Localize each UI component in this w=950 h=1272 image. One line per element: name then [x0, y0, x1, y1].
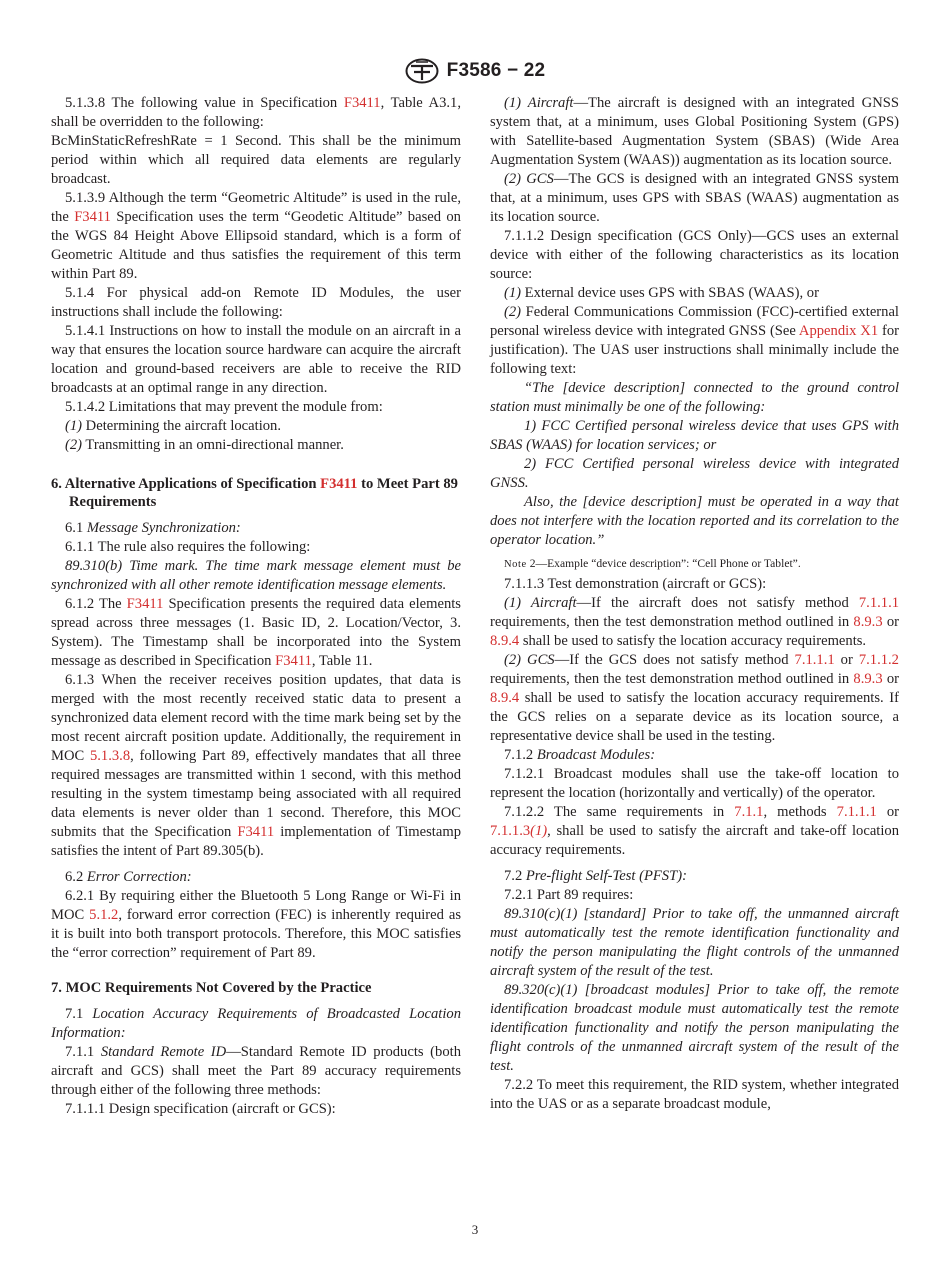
para-7-2-2: 7.2.2 To meet this requirement, the RID system, whether integrated into the UAS or as a separate broadcast module,: [490, 1077, 899, 1112]
list-item: (2) GCS—If the GCS does not satisfy method 7.1.1.1 or 7.1.1.2 requirements, then the test demonstration method outlined in 8.9.3 or 8.9.4 shall be used to satisfy the location accuracy requirements. If the GCS relies on a separate device as its location source, a representative device shall be used in the testing.: [490, 652, 900, 744]
ref-link[interactable]: 7.1.1: [734, 804, 764, 820]
quote-text: “The [device description] connected to the ground control station must minimally be one of the following:: [490, 380, 899, 415]
para-5-1-4-2: 5.1.4.2 Limitations that may prevent the module from:: [65, 399, 383, 415]
left-column: [51, 94, 461, 1119]
para-5-1-3-8: 5.1.3.8 The following value in Specification F3411, Table A3.1, shall be overridden to the following:: [51, 95, 461, 130]
ref-link[interactable]: 7.1.1.2: [858, 652, 899, 668]
list-item: (1) Determining the aircraft location.: [65, 418, 281, 434]
para-7-1-1: 7.1.1 Standard Remote ID—Standard Remote ID products (both aircraft and GCS) shall meet the Part 89 accuracy requirements through either of the following three methods:: [51, 1044, 461, 1098]
quote-89-320c: 89.320(c)(1) [broadcast modules] Prior to take off, the remote identification broadcast module must automatically test the remote identification functionality and notify the person manipulating the flight controls of the unmanned aircraft system of the result of the test.: [490, 982, 899, 1074]
para-7-1-1-2: 7.1.1.2 Design specification (GCS Only)—GCS uses an external device with either of the following characteristics as its location source:: [490, 228, 899, 282]
para-7-2: 7.2 Pre-flight Self-Test (PFST):: [504, 868, 687, 884]
ref-link[interactable]: 8.9.4: [490, 690, 520, 706]
ref-link[interactable]: F3411: [126, 596, 164, 612]
list-item: (2) Transmitting in an omni-directional manner.: [65, 437, 344, 453]
list-item: (1) External device uses GPS with SBAS (WAAS), or: [504, 285, 819, 301]
para-7-1-1-3: 7.1.1.3 Test demonstration (aircraft or GCS):: [504, 576, 767, 592]
para-6-1-2: 6.1.2 The F3411 Specification presents the required data elements spread across three messages (1. Basic ID, 2. Location/Vector, 3. System). The Timestamp shall be incorporated into the System message as described in Specification F3411, Table 11.: [51, 596, 461, 669]
para-6-2-1: 6.2.1 By requiring either the Bluetooth 5 Long Range or Wi-Fi in MOC 5.1.2, forward error correction (FEC) is inherently required as it is built into both transport protocols. Therefore, this MOC satisfies the “error correction” requirement of Part 89.: [51, 888, 461, 961]
para-7-1-2: 7.1.2 Broadcast Modules:: [504, 747, 656, 763]
ref-link[interactable]: F3411: [74, 209, 111, 225]
ref-link[interactable]: 8.9.3: [853, 614, 883, 630]
para-7-1-1-1: 7.1.1.1 Design specification (aircraft or GCS):: [65, 1101, 336, 1117]
para-5-1-3-9: 5.1.3.9 Although the term “Geometric Altitude” is used in the rule, the F3411 Specification uses the term “Geodetic Altitude” based on the WGS 84 Height Above Ellipsoid standard, which is a form of Geometric Altitude and thus satisfies the requirement of this term within Part 89.: [51, 190, 461, 282]
quote-89-310b: 89.310(b) Time mark. The time mark message element must be synchronized with all other remote identification message elements.: [51, 558, 461, 593]
right-column: [490, 94, 899, 1114]
ref-link[interactable]: F3411: [343, 95, 381, 111]
quote-text: Also, the [device description] must be operated in a way that does not interfere with the location reported and its correlation to the operator location.”: [490, 494, 899, 548]
para-6-1: 6.1 Message Synchronization:: [65, 520, 241, 536]
page-header: [0, 58, 950, 84]
ref-link[interactable]: 7.1.1.1: [794, 652, 835, 668]
standard-code: F3586 − 22: [446, 60, 546, 81]
ref-link[interactable]: 5.1.3.8: [89, 748, 131, 764]
para-5-1-4: 5.1.4 For physical add-on Remote ID Modules, the user instructions shall include the following:: [51, 285, 461, 320]
ref-link[interactable]: F3411: [320, 476, 358, 492]
list-item: (2) GCS—The GCS is designed with an integrated GNSS system that, at a minimum, uses GPS with SBAS (WAAS) augmentation as its location source.: [490, 171, 899, 225]
para-5-1-3-8-cont: BcMinStaticRefreshRate = 1 Second. This shall be the minimum period within which all required data elements are regularly broadcast.: [51, 133, 461, 187]
para-7-1: 7.1 Location Accuracy Requirements of Broadcasted Location Information:: [51, 1006, 462, 1041]
astm-logo-icon: [405, 58, 439, 84]
quote-text: 2) FCC Certified personal wireless device with integrated GNSS.: [490, 456, 899, 491]
section-7-heading: 7. MOC Requirements Not Covered by the Practice: [51, 980, 372, 996]
para-5-1-4-1: 5.1.4.1 Instructions on how to install the module on an aircraft in a way that ensures the location source hardware can acquire the aircraft location and ground-based receivers are able to receive the RID broadcasts at an optimal range in any direction.: [51, 323, 461, 396]
para-6-1-1: 6.1.1 The rule also requires the following:: [65, 539, 311, 555]
ref-link[interactable]: 8.9.3: [853, 671, 883, 687]
ref-link[interactable]: 5.1.2: [89, 907, 119, 923]
list-item: (2) Federal Communications Commission (FCC)-certified external personal wireless device with integrated GNSS (See Appendix X1 for justification). The UAS user instructions shall minimally include the following text:: [490, 304, 900, 377]
list-item: (1) Aircraft—The aircraft is designed with an integrated GNSS system that, at a minimum, uses Global Positioning System (GPS) with Satellite-based Augmentation System (SBAS) (Wide Area Augmentation System (WAAS)) augmentation as its location source.: [490, 95, 899, 168]
page-number: 3: [471, 1222, 479, 1237]
list-item: (1) Aircraft—If the aircraft does not satisfy method 7.1.1.1 requirements, then the test demonstration method outlined in 8.9.3 or 8.9.4 shall be used to satisfy the location accuracy requirements.: [490, 595, 900, 649]
note-2: Note 2—Example “device description”: “Cell Phone or Tablet”.: [504, 557, 801, 570]
ref-link[interactable]: 7.1.1.1: [836, 804, 877, 820]
ref-link[interactable]: 7.1.1.1: [858, 595, 900, 611]
quote-89-310c: 89.310(c)(1) [standard] Prior to take off, the unmanned aircraft must automatically test the remote identification functionality and notify the person manipulating the flight controls of the unmanned aircraft system of the result of the test.: [490, 906, 899, 979]
para-6-2: 6.2 Error Correction:: [65, 869, 192, 885]
para-7-2-1: 7.2.1 Part 89 requires:: [504, 887, 634, 903]
quote-text: 1) FCC Certified personal wireless device that uses GPS with SBAS (WAAS) for location services; or: [490, 418, 899, 453]
ref-link[interactable]: 8.9.4: [490, 633, 520, 649]
ref-link[interactable]: F3411: [275, 653, 312, 669]
ref-link[interactable]: F3411: [237, 824, 275, 840]
section-6-heading: 6. Alternative Applications of Specification F3411 to Meet Part 89 Requirements: [51, 476, 458, 510]
para-6-1-3: 6.1.3 When the receiver receives position updates, that data is merged with the most recently received static data to present a synchronized data element record with the time mark being set by the most recent aircraft position update. Additionally, the requirement in MOC 5.1.3.8, following Part 89, effectively mandates that all three required messages are transmitted within 1 second, with this method resulting in the system timestamp being associated with all required data elements is never older than 1 second. Therefore, this MOC submits that the Specification F3411 implementation of Timestamp satisfies the intent of Part 89.305(b).: [51, 672, 461, 859]
ref-link[interactable]: 7.1.1.3(1): [490, 823, 548, 839]
para-7-1-2-1: 7.1.2.1 Broadcast modules shall use the take-off location to represent the location (horizontally and vertically) of the operator.: [490, 766, 899, 801]
para-7-1-2-2: 7.1.2.2 The same requirements in 7.1.1, methods 7.1.1.1 or 7.1.1.3(1), shall be used to satisfy the aircraft and take-off location accuracy requirements.: [490, 804, 899, 858]
appendix-link[interactable]: Appendix X1: [798, 323, 879, 339]
